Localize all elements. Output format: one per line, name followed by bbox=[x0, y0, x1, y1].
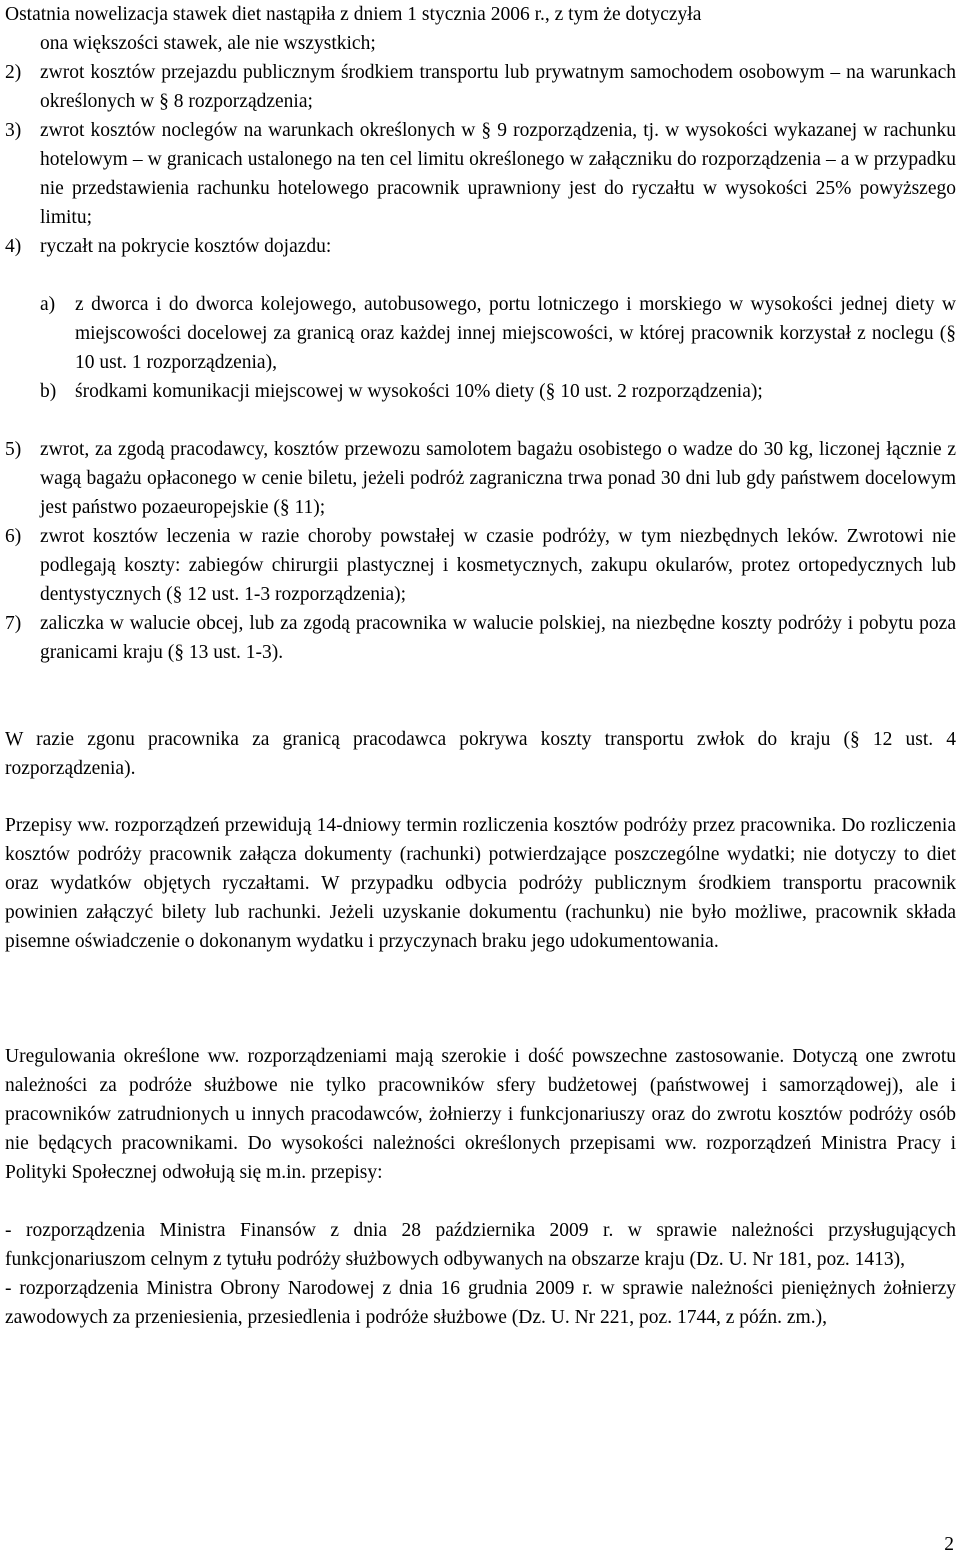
paragraph-settlement: Przepisy ww. rozporządzeń przewidują 14-dniowy termin rozliczenia kosztów podróży przez pracownika. Do rozliczenia kosztów podróży pracownik załącza dokumenty (rachunki) potwierdzające poszczególne wydatki; nie dotyczy to diet oraz wydatków objętych ryczałtami. W przypadku odbycia podróży publicznym środkiem transportu pracownik powinien załączyć bilety lub rachunki. Jeżeli uzyskanie dokumentu (rachunku) nie było możliwe, pracownik składa pisemne oświadczenie o dokonanym wydatku i przyczynach braku jego udokumentowania. bbox=[5, 815, 956, 952]
item-number: 4) bbox=[5, 236, 22, 257]
sub-item-text: z dworca i do dworca kolejowego, autobusowego, portu lotniczego i morskiego w wysokości jednej diety w miejscowości docelowej za granicą oraz każdej innej miejscowości, w której pracownik korzystał z noclegu (§ 10 ust. 1 rozporządzenia), bbox=[75, 294, 956, 373]
list-items-5-7 bbox=[5, 435, 956, 667]
item-number: 7) bbox=[5, 613, 22, 634]
sub-item-text: środkami komunikacji miejscowej w wysokości 10% diety (§ 10 ust. 2 rozporządzenia); bbox=[75, 381, 763, 402]
sub-list bbox=[5, 290, 956, 406]
item-text: ryczałt na pokrycie kosztów dojazdu: bbox=[40, 236, 332, 257]
regulations-list bbox=[5, 1216, 956, 1332]
sub-item-letter: b) bbox=[40, 381, 57, 402]
item-text: zwrot kosztów noclegów na warunkach określonych w § 9 rozporządzenia, tj. w wysokości wykazanej w rachunku hotelowym – w granicach ustalonego na ten cel limitu określonego w załączniku do rozporządzenia – a w przypadku nie przedstawienia rachunku hotelowego pracownik uprawniony jest do ryczałtu w wysokości 25% powyższego limitu; bbox=[40, 120, 956, 228]
item-text: zaliczka w walucie obcej, lub za zgodą pracownika w walucie polskiej, na niezbędne koszty podróży i pobytu poza granicami kraju (§ 13 ust. 1-3). bbox=[40, 613, 956, 663]
intro-text bbox=[5, 0, 956, 58]
sub-list-item bbox=[5, 290, 956, 377]
item-text: zwrot, za zgodą pracodawcy, kosztów przewozu samolotem bagażu osobistego o wadze do 30 kg, liczonej łącznie z wagą bagażu opłaconego w cenie biletu, jeżeli podróż zagraniczna trwa ponad 30 dni lub gdy państwem docelowym jest państwo pozaeuropejskie (§ 11); bbox=[40, 439, 956, 518]
sub-list-item bbox=[5, 377, 956, 406]
paragraph-scope: Uregulowania określone ww. rozporządzeniami mają szerokie i dość powszechne zastosowanie. Dotyczą one zwrotu należności za podróże służbowe nie tylko pracowników sfery budżetowej (państwowej i samorządowej), ale i pracowników zatrudnionych u innych pracodawców, żołnierzy i funkcjonariuszy oraz do zwrotu kosztów podróży osób nie będących pracownikami. Do wysokości należności określonych przepisami ww. rozporządzeń Ministra Pracy i Polityki Społecznej odwołują się m.in. przepisy: bbox=[5, 1046, 956, 1183]
regulation-item: - rozporządzenia Ministra Finansów z dnia 28 października 2009 r. w sprawie należności przysługujących funkcjonariuszom celnym z tytułu podróży służbowych odbywanych na obszarze kraju (Dz. U. Nr 181, poz. 1413), bbox=[5, 1220, 956, 1270]
item-text: zwrot kosztów przejazdu publicznym środkiem transportu lub prywatnym samochodem osobowym – na warunkach określonych w § 8 rozporządzenia; bbox=[40, 62, 956, 112]
paragraph-death-abroad: W razie zgonu pracownika za granicą pracodawca pokrywa koszty transportu zwłok do kraju (§ 12 ust. 4 rozporządzenia). bbox=[5, 729, 956, 779]
item-number: 3) bbox=[5, 120, 22, 141]
item-number: 2) bbox=[5, 62, 22, 83]
list-item bbox=[5, 232, 956, 261]
item-text: zwrot kosztów leczenia w razie choroby powstałej w czasie podróży, w tym niezbędnych leków. Zwrotowi nie podlegają koszty: zabiegów chirurgii plastycznej i kosmetycznych, zakupu okularów, protez ortopedycznych lub dentystycznych (§ 12 ust. 1-3 rozporządzenia); bbox=[40, 526, 956, 605]
list-item bbox=[5, 58, 956, 116]
item-number: 6) bbox=[5, 526, 22, 547]
regulation-item: - rozporządzenia Ministra Obrony Narodowej z dnia 16 grudnia 2009 r. w sprawie należności pieniężnych żołnierzy zawodowych za przeniesienia, przesiedlenia i podróże służbowe (Dz. U. Nr 221, poz. 1744, z późn. zm.), bbox=[5, 1278, 956, 1328]
sub-item-letter: a) bbox=[40, 294, 56, 315]
intro-line: ona większości stawek, ale nie wszystkich; bbox=[40, 33, 376, 54]
item-number: 5) bbox=[5, 439, 22, 460]
list-item bbox=[5, 609, 956, 667]
list-item bbox=[5, 435, 956, 522]
list-items-2-4 bbox=[5, 58, 956, 261]
intro-line: Ostatnia nowelizacja stawek diet nastąpiła z dniem 1 stycznia 2006 r., z tym że dotyczyła bbox=[5, 4, 702, 25]
list-item bbox=[5, 522, 956, 609]
page-number: 2 bbox=[944, 1534, 954, 1555]
list-item bbox=[5, 116, 956, 232]
